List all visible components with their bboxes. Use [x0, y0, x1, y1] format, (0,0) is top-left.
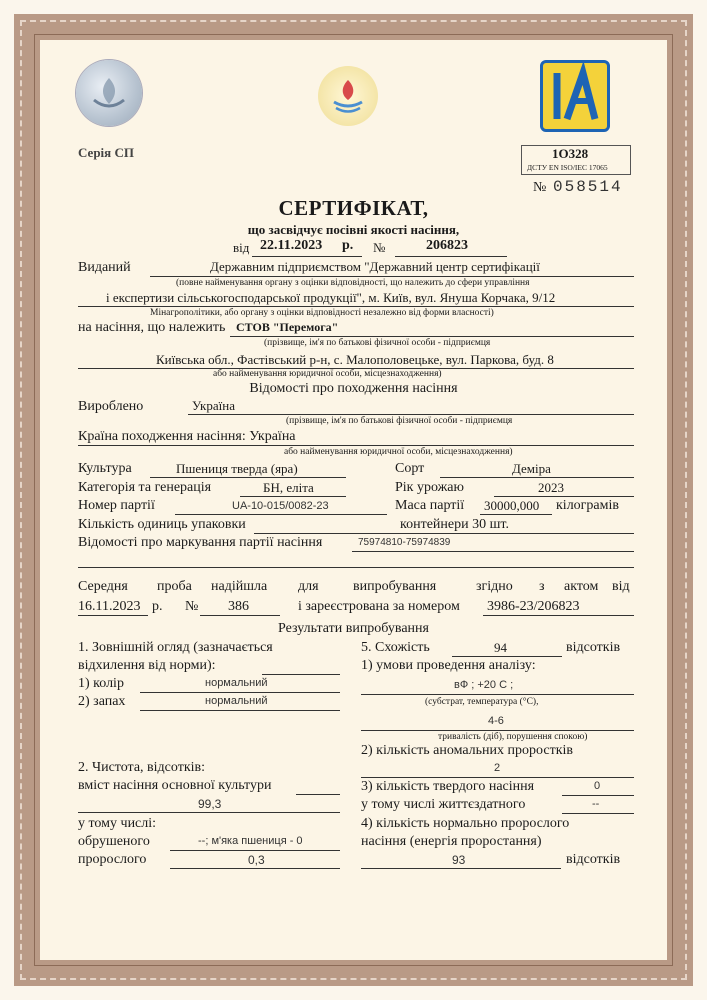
- number-label: №: [373, 240, 386, 255]
- owner-value: СТОВ "Перемога": [236, 320, 339, 334]
- normal-sprout-label-2: насіння (енергія проростання): [361, 834, 542, 849]
- sample-word-4: для: [298, 579, 319, 594]
- main-content-label: вміст насіння основної культури: [78, 778, 272, 793]
- abnormal-value: 2: [494, 762, 501, 774]
- harvest-label: Рік урожаю: [395, 480, 464, 495]
- certificate-subtitle: що засвідчує посівні якості насіння,: [247, 222, 460, 237]
- marking-value: 75974810-75974839: [358, 537, 451, 548]
- germination-unit: відсотків: [566, 640, 621, 655]
- units-label: Кількість одиниць упаковки: [78, 517, 246, 532]
- category-label: Категорія та генерація: [78, 480, 212, 495]
- marking-label: Відомості про маркування партії насіння: [78, 535, 323, 550]
- sample-word-7: з: [539, 579, 545, 594]
- cert-number: 058514: [553, 178, 623, 196]
- viable-value: --: [592, 798, 600, 810]
- registration-number: 3986-23/206823: [487, 599, 580, 614]
- germination-value: 94: [494, 640, 507, 655]
- sample-act-number: 386: [228, 599, 249, 614]
- husked-label: обрушеного: [78, 834, 150, 849]
- normal-sprout-unit: відсотків: [566, 852, 621, 867]
- viable-label: у тому числі життєздатного: [361, 797, 526, 812]
- origin-note1: (прізвище, ім'я по батькові фізичної особи - підприємця: [286, 416, 513, 426]
- date-label: від: [233, 240, 250, 255]
- hard-seed-value: 0: [594, 780, 601, 792]
- sprouted-value: 0,3: [248, 853, 265, 867]
- smell-value: нормальний: [205, 695, 268, 707]
- mass-value: 30000,000: [484, 498, 540, 513]
- results-heading: Результати випробування: [278, 621, 429, 636]
- sample-date-suffix: р.: [152, 599, 163, 614]
- purity-label: 2. Чистота, відсотків:: [78, 760, 206, 775]
- accreditation-standard: ДСТУ EN ISO/IEC 17065: [527, 163, 608, 172]
- incl-label: у тому числі:: [78, 816, 157, 831]
- issuer-note2: Мінагрополітики, або органу з оцінки відповідності незалежно від форми власності): [150, 308, 494, 318]
- duration-note: тривалість (діб), порушення спокою): [438, 732, 588, 742]
- color-value: нормальний: [205, 677, 268, 689]
- registration-label: і зареєстрована за номером: [298, 599, 460, 614]
- issuer-line2: і експертизи сільськогосподарської продукції", м. Київ, вул. Януша Корчака, 9/12: [106, 290, 556, 305]
- sample-word-3: надійшла: [211, 579, 268, 594]
- mass-unit: кілограмів: [556, 498, 619, 513]
- certificate-title: СЕРТИФІКАТ,: [278, 196, 429, 220]
- abnormal-label: 2) кількість аномальних проростків: [361, 743, 574, 758]
- culture-value: Пшениця тверда (яра): [176, 461, 298, 476]
- germination-label: 5. Схожість: [361, 640, 430, 655]
- year-suffix: р.: [342, 238, 354, 253]
- ua-accreditation-logo: [540, 60, 610, 132]
- sprouted-label: пророслого: [78, 852, 147, 867]
- batch-label: Номер партії: [78, 498, 155, 513]
- sample-word-9: від: [612, 579, 630, 594]
- country-origin: Країна походження насіння: Україна: [78, 429, 296, 444]
- hologram-icon: [76, 60, 142, 126]
- sample-word-1: Середня: [78, 579, 128, 594]
- sample-word-8: актом: [564, 579, 599, 594]
- accreditation-stamp: [521, 145, 631, 175]
- batch-value: UA-10-015/0082-23: [232, 500, 329, 512]
- owner-address: Київська обл., Фастівський р-н, с. Малополовецьке, вул. Паркова, буд. 8: [156, 352, 554, 367]
- mass-label: Маса партії: [395, 498, 465, 513]
- culture-label: Культура: [78, 461, 132, 476]
- origin-note2: або найменування юридичної особи, місцезнаходження): [284, 447, 513, 457]
- normal-sprout-value: 93: [452, 853, 466, 867]
- conditions-value: вФ ; +20 С ;: [454, 679, 514, 691]
- issued-label: Виданий: [78, 260, 131, 275]
- owner-note2: або найменування юридичної особи, місцезнаходження): [213, 369, 442, 379]
- hard-seed-label: 3) кількість твердого насіння: [361, 779, 535, 794]
- conditions-note: (субстрат, температура (°С),: [425, 697, 539, 707]
- main-content-value: 99,3: [198, 797, 222, 811]
- husked-value: --; м'яка пшениця - 0: [198, 835, 303, 847]
- sort-value: Деміра: [512, 461, 551, 476]
- series-label: Серія СП: [78, 145, 134, 160]
- smell-label: 2) запах: [78, 694, 126, 709]
- accreditation-number: 1O328: [552, 146, 589, 161]
- produced-value: Україна: [192, 398, 235, 413]
- conditions-label: 1) умови проведення аналізу:: [361, 658, 536, 673]
- seed-emblem-icon: [318, 66, 378, 126]
- sample-word-2: проба: [157, 579, 192, 594]
- harvest-value: 2023: [538, 480, 564, 495]
- issue-date: 22.11.2023: [260, 238, 323, 253]
- sort-label: Сорт: [395, 461, 425, 476]
- sample-word-6: згідно: [476, 579, 513, 594]
- origin-heading: Відомості про походження насіння: [249, 381, 458, 396]
- category-value: БН, еліта: [263, 480, 314, 495]
- appearance-label-1: 1. Зовнішній огляд (зазначається: [78, 640, 273, 655]
- issuer-line1: Державним підприємством "Державний центр сертифікації: [210, 259, 540, 274]
- normal-sprout-label-1: 4) кількість нормально пророслого: [361, 816, 570, 831]
- appearance-label-2: відхилення від норми):: [78, 658, 216, 673]
- owner-label: на насіння, що належить: [78, 320, 226, 335]
- color-label: 1) колір: [78, 676, 124, 691]
- issuer-note1: (повне найменування органу з оцінки відповідності, що належить до сфери управління: [176, 278, 530, 288]
- sample-date: 16.11.2023: [78, 599, 141, 614]
- sample-word-5: випробування: [353, 579, 437, 594]
- cert-number-label: №: [533, 180, 547, 195]
- produced-label: Вироблено: [78, 399, 144, 414]
- certificate-number: 206823: [426, 238, 468, 253]
- duration-value: 4-6: [488, 715, 504, 727]
- units-value: контейнери 30 шт.: [400, 517, 509, 532]
- sample-num-label: №: [185, 599, 199, 614]
- owner-note1: (прізвище, ім'я по батькові фізичної особи - підприємця: [264, 338, 491, 348]
